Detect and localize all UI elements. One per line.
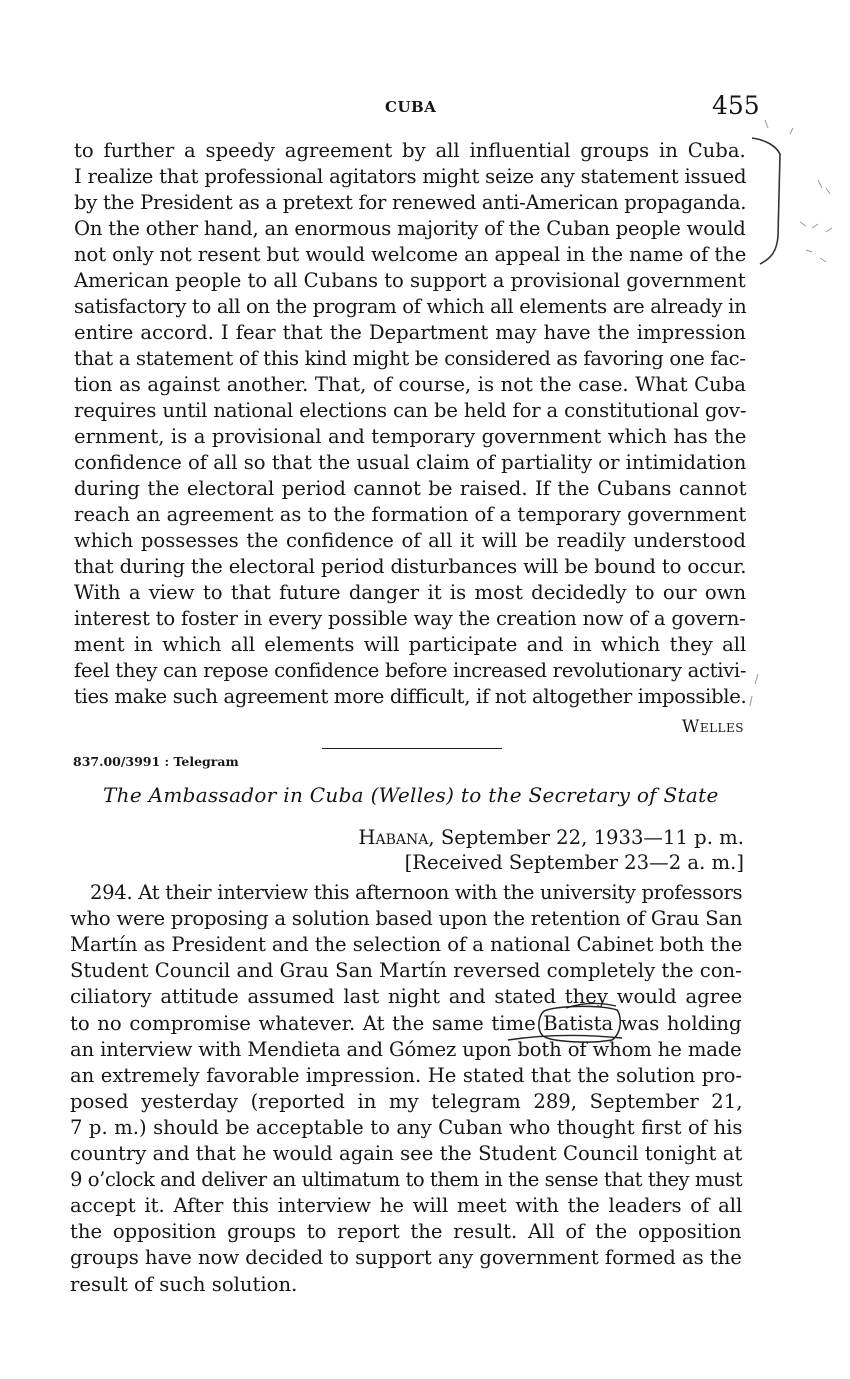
page-number: 455 [712,91,760,120]
margin-bracket [752,138,780,264]
previous-telegram-text-line: that a statement of this kind might be considered as favoring one fac- [74,347,746,370]
previous-telegram-text-line: tion as against another. That, of course, is not the case. What Cuba [74,373,746,396]
telegram-text-line: the opposition groups to report the result. All of the opposition [70,1220,742,1244]
telegram-text-line: 9 o’clock and deliver an ultimatum to them in the sense that they must [70,1168,743,1192]
telegram-text-line: 7 p. m.) should be acceptable to any Cuban who thought first of his [70,1115,743,1139]
file-reference: 837.00/3991 : Telegram [73,754,239,769]
previous-telegram-text-line: ties make such agreement more difficult, if not altogether impossible. [74,685,747,708]
previous-telegram-text-line: by the President as a pretext for renewed anti-American propaganda. [74,191,747,214]
telegram-text-line: posed yesterday (reported in my telegram 289, September 21, [70,1089,743,1113]
telegram-text-line: an interview with Mendieta and Gómez upon both of whom he made [70,1037,742,1061]
telegram-text-line: ciliatory attitude assumed last night and stated they would agree [70,985,743,1009]
previous-telegram-text-line: feel they can repose confidence before increased revolutionary activi- [74,659,747,682]
dateline-date: , September 22, 1933—11 p. m. [428,826,744,849]
telegram-text-line: Martín as President and the selection of a national Cabinet both the [70,933,743,957]
previous-telegram-text-line: On the other hand, an enormous majority of the Cuban people would [74,217,746,240]
previous-telegram-text-line: ernment, is a provisional and temporary government which has the [74,425,747,448]
telegram-text-line: 294. At their interview this afternoon with the university professors [90,881,743,904]
previous-telegram-text-line: not only not resent but would welcome an appeal in the name of the [74,243,747,266]
previous-telegram-text-line: interest to foster in every possible way the creation now of a govern- [74,607,746,630]
received-note: [Received September 23—2 a. m.] [404,851,744,874]
previous-telegram-text-line: confidence of all so that the usual claim of partiality or intimidation [74,451,747,474]
telegram-text-line: to no compromise whatever. At the same time Batista was holding [70,1011,742,1035]
telegram-text-line: country and that he would again see the Student Council tonight at [70,1142,743,1165]
telegram-text-line: accept it. After this interview he will meet with the leaders of all [70,1194,743,1218]
dateline-place: Habana [358,826,429,849]
telegram-text-line: result of such solution. [70,1272,298,1296]
telegram-text-line: Student Council and Grau San Martín reversed completely the con- [70,959,742,983]
previous-telegram-text-line: reach an agreement as to the formation of a temporary government [74,503,747,526]
telegram-title: The Ambassador in Cuba (Welles) to the Secretary of State [103,783,719,807]
previous-telegram-text-line: ment in which all elements will participate and in which they all [74,633,747,656]
previous-telegram-text-line: American people to all Cubans to support a provisional government [74,269,746,292]
previous-telegram-text-line: satisfactory to all on the program of which all elements are already in [74,295,747,318]
dateline [358,825,744,851]
previous-telegram-text-line: to further a speedy agreement by all influential groups in Cuba. [74,139,746,162]
telegram-text-line: groups have now decided to support any government formed as the [70,1246,742,1270]
telegram-text-line: who were proposing a solution based upon the retention of Grau San [70,907,743,931]
previous-telegram-text-line: during the electoral period cannot be raised. If the Cubans cannot [74,477,747,500]
previous-telegram-text-line: I realize that professional agitators might seize any statement issued [74,165,747,188]
previous-telegram-text-line: which possesses the confidence of all it will be readily understood [74,529,746,552]
previous-telegram-text-line: that during the electoral period disturbances will be bound to occur. [74,555,747,578]
running-title: CUBA [385,98,437,116]
previous-telegram-text-line: requires until national elections can be held for a constitutional gov- [74,399,747,422]
signature-welles: Welles [681,717,744,737]
previous-telegram-text-line: entire accord. I fear that the Department may have the impression [74,321,746,344]
pencil-ticks [750,120,832,706]
telegram-text-line: an extremely favorable impression. He stated that the solution pro- [70,1063,743,1087]
previous-telegram-text-line: With a view to that future danger it is most decidedly to our own [74,581,747,604]
section-divider [322,748,502,749]
